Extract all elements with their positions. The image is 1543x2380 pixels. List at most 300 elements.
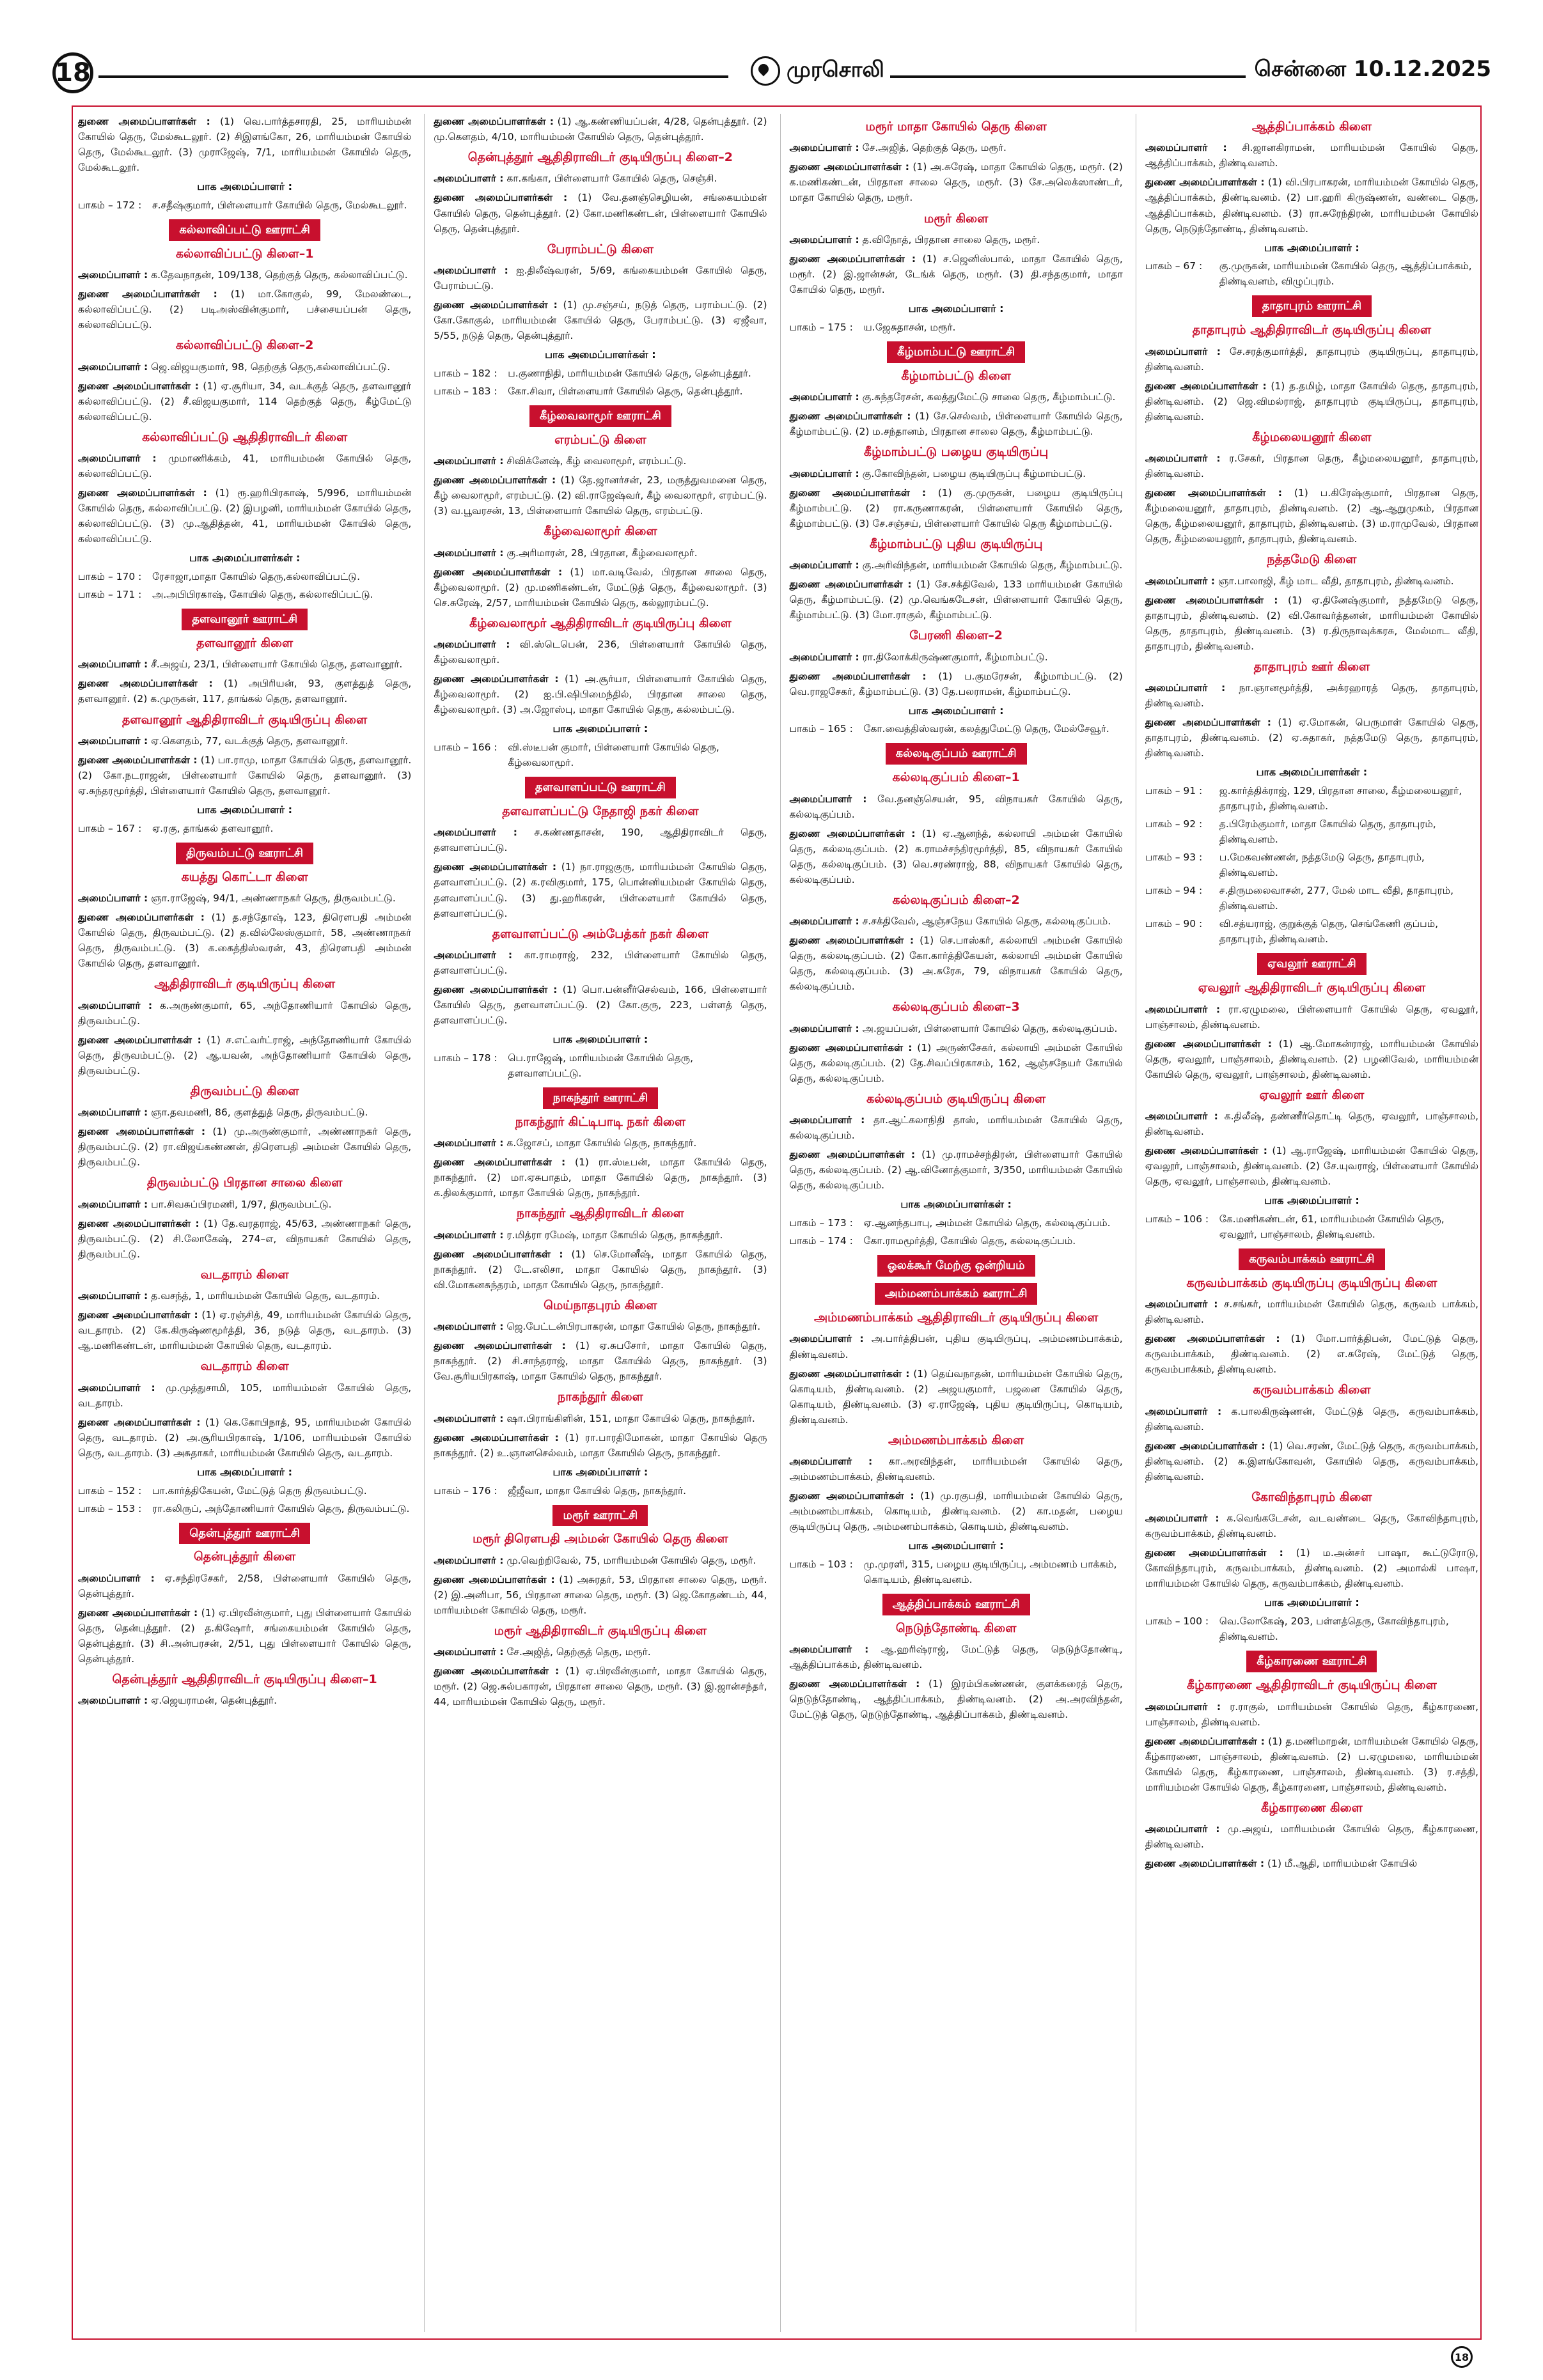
names-addresses: (1) மு.சஞ்சய், நடுத் தெரு, பராம்பட்டு. (2) கோ.கோகுல், மாரியம்மன் கோயில் தெரு, பேராம்பட்டு. (3) ஏஜீவா, 5/55, நடுத் தெரு, தென்புத்தூர். xyxy=(434,299,767,342)
role-label: அமைப்பாளர் : xyxy=(434,827,517,839)
names-addresses: மு.முத்துசாமி, 105, மாரியம்மன் கோயில் தெரு, வடதாரம். xyxy=(78,1381,412,1409)
office-bearer-entry xyxy=(1145,1143,1478,1189)
booth-organiser: அ.அபிபிரகாஷ், கோயில் தெரு, கல்லாவிப்பட்டு. xyxy=(152,589,373,601)
office-bearer-entry xyxy=(78,1307,411,1353)
booth-organiser: ஏ.ரகு, தாங்கல் தளவானூர். xyxy=(152,822,274,834)
role-label: அமைப்பாளர் : xyxy=(78,1695,148,1707)
booth-entry xyxy=(1145,1614,1478,1644)
names-addresses: ரா.திலோக்கிருஷ்ணகுமார், கீழ்மாம்பட்டு. xyxy=(862,651,1048,663)
section-subheading: பாக அமைப்பாளர்கள் : xyxy=(189,552,301,564)
office-bearer-entry xyxy=(790,232,1123,247)
section-subheading: பாக அமைப்பாளர் : xyxy=(908,1539,1004,1552)
names-addresses: (1) ரா.ஸ்டீபன், மாதா கோயில் தெரு, நாகந்தூர். (2) மா.ஏசுபாதம், மாதா கோயில் தெரு, நாகந்தூர். (3) க.திலக்குமார், மாதா கோயில் தெரு, நாகந்தூர். xyxy=(434,1156,767,1199)
names-addresses: (1) மு.அருண்குமார், அண்ணாநகர் தெரு, திருவம்பட்டு. (2) ரா.விஜய்கண்ணன், திரௌபதி அம்மன் கோயில் தெரு, திருவம்பட்டு. xyxy=(78,1126,412,1169)
office-bearer-entry xyxy=(434,982,767,1028)
names-addresses: ர.சேகர், பிரதான தெரு, கீழ்மலையனூர், தாதாபுரம், திண்டிவனம். xyxy=(1145,453,1478,480)
office-bearer-entry xyxy=(790,1642,1123,1672)
role-label: அமைப்பாளர் : xyxy=(434,1554,504,1566)
role-label: துணை அமைப்பாளர்கள் : xyxy=(789,161,909,173)
branch-heading: அம்மணம்பாக்கம் கிளை xyxy=(888,1433,1024,1447)
names-addresses: (1) அபிரியன், 93, குளத்துத் தெரு, தளவானூர். (2) க.முருகன், 117, தாங்கல் தெரு, தளவானூர். xyxy=(78,678,412,705)
column-3 xyxy=(780,114,1123,2332)
names-addresses: (1) ஏ.ரஞ்சித், 49, மாரியம்மன் கோயில் தெரு, வடதாரம். (2) கே.கிருஷ்ணமூர்த்தி, 36, நடுத் தெரு, வடதாரம். (3) ஆ.மணிகண்டன், மாரியம்மன் கோயில் தெரு, வடதாரம். xyxy=(78,1309,412,1352)
office-bearer-entry xyxy=(434,545,767,561)
role-label: அமைப்பாளர் : xyxy=(789,1333,864,1345)
role-label: துணை அமைப்பாளர்கள் : xyxy=(789,1490,914,1502)
role-label: அமைப்பாளர் : xyxy=(434,264,508,276)
section-subheading: பாக அமைப்பாளர் : xyxy=(197,804,293,816)
booth-number: பாகம் – 106 : xyxy=(1145,1213,1209,1225)
office-bearer-entry xyxy=(78,286,411,332)
booth-entry xyxy=(78,198,411,213)
names-addresses: (1) ஆ.ராஜேஷ், மாரியம்மன் கோயில் தெரு, ஏவலூர், பாஞ்சாலம், திண்டிவனம். (2) சே.யுவராஜ், பிள்ளையார் கோயில் தெரு, ஏவலூர், பாஞ்சாலம், திண்டிவனம். xyxy=(1145,1145,1478,1188)
names-addresses: ஏ.சந்திரசேகர், 2/58, பிள்ளையார் கோயில் தெரு, தென்புத்தூர். xyxy=(78,1572,412,1599)
role-label: அமைப்பாளர் : xyxy=(434,455,504,467)
names-addresses: (1) கு.முருகன், பழைய குடியிருப்பு கீழ்மாம்பட்டு. (2) ரா.கருணாகரன், பிள்ளையார் கோயில் தெரு, கீழ்மாம்பட்டு. (3) சே.சஞ்சய், பிள்ளையார் கோயில் தெரு கீழ்மாம்பட்டு. xyxy=(789,486,1123,529)
names-addresses: (1) தெய்வநாதன், மாரியம்மன் கோயில் தெரு, கொடியம், திண்டிவனம். (2) அஜயகுமார், பஜனை கோயில் தெரு, கொடியம், திண்டிவனம். (3) ஏ.ராஜேஷ், புதிய குடியிருப்பு, கொடியம், திண்டிவனம். xyxy=(789,1367,1123,1426)
role-label: அமைப்பாளர் : xyxy=(78,892,148,905)
role-label: துணை அமைப்பாளர்கள் : xyxy=(78,754,198,766)
role-label: துணை அமைப்பாளர்கள் : xyxy=(1145,487,1282,499)
office-bearer-entry xyxy=(1145,715,1478,761)
names-addresses: (1) மா.வடிவேல், பிரதான சாலை தெரு, கீழ்வைலாமூர். (2) மு.மணிகண்டன், மேட்டுத் தெரு, கீழ்வைலாமூர். (3) செ.சுரேஷ், 2/57, மாரியம்மன் கோயில் தெரு, கல்லூரம்பட்டு. xyxy=(434,566,767,609)
branch-heading: தென்புத்தூர் கிளை xyxy=(193,1550,296,1564)
names-addresses: (1) தே.வரதராஜ், 45/63, அண்ணாநகர் தெரு, திருவம்பட்டு. (2) சி.லோகேஷ், 274–எ, விநாயகர் கோயில் தெரு, திருவம்பட்டு. xyxy=(78,1217,412,1260)
names-addresses: நா.ஞானமூர்த்தி, அக்ரஹாரத் தெரு, தாதாபுரம், திண்டிவனம். xyxy=(1145,682,1478,710)
booth-number: பாகம் – 172 : xyxy=(78,199,142,211)
role-label: அமைப்பாளர் : xyxy=(78,269,148,281)
role-label: துணை அமைப்பாளர்கள் : xyxy=(78,1416,201,1428)
role-label: அமைப்பாளர் : xyxy=(789,915,859,928)
booth-entry xyxy=(790,320,1123,335)
booth-organiser: பெ.ராஜேஷ், மாரியம்மன் கோயில் தெரு, தளவாளப்பட்டு. xyxy=(508,1052,694,1079)
branch-heading: கல்லடிகுப்பம் கிளை–1 xyxy=(892,770,1020,785)
names-addresses: (1) ப.கிரேஷ்குமார், பிரதான தெரு, கீழ்மலையனூர், தாதாபுரம், திண்டிவனம். (2) ஆ.ஆறுமுகம், பிரதான தெரு, கீழ்மலையனூர், தாதாபுரம், திண்டிவனம். (3) ம.ராமுவேல், பிரதான தெரு, கீழ்மலையனூர், தாதாபுரம், திண்டிவனம். xyxy=(1145,487,1478,545)
office-bearer-entry xyxy=(434,564,767,611)
names-addresses: (1) ரூ.ஹரிபிரகாஷ், 5/996, மாரியம்மன் கோயில் தெரு, கல்லாவிப்பட்டு. (2) இபழனி, மாரியம்மன் கோயில் தெரு, கல்லாவிப்பட்டு. (3) மு.ஆதித்தன், 41, மாரியம்மன் கோயில் தெரு, கல்லாவிப்பட்டு. xyxy=(78,487,412,545)
role-label: துணை அமைப்பாளர்கள் : xyxy=(434,566,563,578)
page-number-badge: 18 xyxy=(52,52,93,93)
panchayat-banner: தளவாளப்பட்டு ஊராட்சி xyxy=(525,777,676,798)
branch-heading: வடதாரம் கிளை xyxy=(200,1267,289,1282)
role-label: துணை அமைப்பாளர்கள் : xyxy=(1145,176,1265,189)
names-addresses: (1) மு.ராமச்சந்திரன், பிள்ளையார் கோயில் தெரு, கல்லடிகுப்பம். (2) ஆ.வினோத்குமார், 3/350, மாரியம்மன் கோயில் தெரு, கல்லடிகுப்பம். xyxy=(789,1149,1123,1192)
role-label: துணை அமைப்பாளர்கள் : xyxy=(434,1665,560,1677)
role-label: துணை அமைப்பாளர்கள் : xyxy=(434,299,558,311)
role-label: அமைப்பாளர் : xyxy=(78,658,148,671)
office-bearer-entry xyxy=(434,947,767,978)
role-label: அமைப்பாளர் : xyxy=(434,1321,504,1333)
office-bearer-entry xyxy=(434,671,767,717)
names-addresses: (1) அ.சூர்யா, பிள்ளையார் கோயில் தெரு, கீழ்வைலாமூர். (2) ஐ.பி.ஷிபிமைந்தில், பிரதான சாலை தெரு, கீழ்வைலாமூர். (3) அ.ஜோஸ்பு, மாதா கோயில் தெரு, கல்லம்பட்டு. xyxy=(434,673,767,716)
role-label: அமைப்பாளர் : xyxy=(434,639,510,651)
names-addresses: (1) சே.செல்வம், பிள்ளையார் கோயில் தெரு, கீழ்மாம்பட்டு. (2) ம.சந்தானம், பிரதான சாலை தெரு, கீழ்மாம்பட்டு. xyxy=(789,410,1123,438)
booth-number: பாகம் – 93 : xyxy=(1145,852,1203,864)
booth-number: பாகம் – 92 : xyxy=(1145,818,1203,830)
names-addresses: ர.ராகுல், மாரியம்மன் கோயில் தெரு, கீழ்காரணை, பாஞ்சாலம், திண்டிவனம். xyxy=(1145,1700,1478,1728)
booth-organiser: ப.குணாநிதி, மாரியம்மன் கோயில் தெரு, தென்புத்தூர். xyxy=(508,367,751,379)
role-label: அமைப்பாளர் : xyxy=(789,1644,869,1656)
names-addresses: கா.அரவிந்தன், மாரியம்மன் கோயில் தெரு, அம்மணம்பாக்கம், திண்டிவனம். xyxy=(789,1456,1123,1483)
branch-heading: தளவானூர் கிளை xyxy=(196,636,294,651)
role-label: துணை அமைப்பாளர்கள் : xyxy=(78,487,207,499)
masthead-rule-left xyxy=(98,75,728,78)
office-bearer-entry xyxy=(434,1135,767,1151)
booth-number: பாகம் – 100 : xyxy=(1145,1615,1209,1628)
branch-heading: கோவிந்தாபுரம் கிளை xyxy=(1251,1489,1372,1504)
names-addresses: (1) கெ.கோபிநாத், 95, மாரியம்மன் கோயில் தெரு, வடதாரம். (2) அ.சூரியபிரகாஷ், 1/106, மாரியம்மன் கோயில் தெரு, வடதாரம். (3) அசுதாகர், மாரியம்மன் கோயில் தெரு, வடதாரம். xyxy=(78,1416,412,1459)
office-bearer-entry xyxy=(790,791,1123,822)
role-label: துணை அமைப்பாளர்கள் : xyxy=(1145,1547,1283,1559)
booth-organiser: ரா.கலிருப், அந்தோணியார் கோயில் தெரு, திருவம்பட்டு. xyxy=(152,1502,410,1514)
role-label: துணை அமைப்பாளர்கள் : xyxy=(78,912,205,924)
office-bearer-entry xyxy=(790,159,1123,205)
names-addresses: (1) மு.ரகுபதி, மாரியம்மன் கோயில் தெரு, அம்மணம்பாக்கம், கொடியம், திண்டிவனம். (2) கா.மதன், பழைய குடியிருப்பு தெரு, அம்மணம்பாக்கம், கொடியம், திண்டிவனம். xyxy=(789,1490,1123,1533)
panchayat-banner: கல்லடிகுப்பம் ஊராட்சி xyxy=(886,743,1027,765)
names-addresses: (1) தே.ஜானர்சன், 23, மருத்துவமனை தெரு, கீழ் வைலாமூர், எரம்பட்டு. (2) வி.ராஜேஷ்வர், கீழ் வைலாமூர், எரம்பட்டு. (3) வ.பூவரசன், 13, பிள்ளையார் கோயில் தெரு, எரம்பட்டு. xyxy=(434,474,767,517)
office-bearer-entry xyxy=(790,408,1123,439)
branch-heading: தளவானூர் ஆதிதிராவிடர் குடியிருப்பு கிளை xyxy=(122,712,368,727)
booth-entry xyxy=(78,587,411,602)
booth-number: பாகம் – 176 : xyxy=(434,1484,497,1497)
names-addresses: (1) த.சந்தோஷ், 123, திரௌபதி அம்மன் கோயில் தெரு, திருவம்பட்டு. (2) த.வில்லேஸ்குமார், 58, அண்ணாநகர் தெரு, திருவம்பட்டு. (3) க.கைத்திஸ்வரன், 43, திரௌபதி அம்மன் கோயில் தெரு, தளவானூர். xyxy=(78,912,412,970)
booth-number: பாகம் – 170 : xyxy=(78,571,142,583)
branch-heading: நாகந்தூர் கிளை xyxy=(558,1390,643,1404)
names-addresses: கு.அரிமாரன், 28, பிரதான, கீழ்வைலாமூர். xyxy=(506,547,698,559)
booth-entry xyxy=(78,1483,411,1498)
names-addresses: (1) ரா.பாரதிமோகன், மாதா கோயில் தெரு நாகந்தூர். (2) உ.ஞானசெல்வம், மாதா கோயில் தெரு, நாகந்தூர். xyxy=(434,1431,767,1459)
names-addresses: (1) ஏ.சுபசோர், மாதா கோயில் தெரு, நாகந்தூர். (2) சி.சாந்தராஜ், மாதா கோயில் தெரு, நாகந்தூர். (3) வே.சூரியபிரகாஷ், மாதா கோயில் தெரு, நாகந்தூர். xyxy=(434,1340,767,1383)
panchayat-banner: மரூர் ஊராட்சி xyxy=(552,1505,648,1527)
booth-number: பாகம் – 153 : xyxy=(78,1502,142,1514)
booth-organiser: மு.முரளி, 315, பழைய குடியிருப்பு, அம்மணம் பாக்கம், கொடியம், திண்டிவனம். xyxy=(863,1558,1117,1585)
role-label: அமைப்பாளர் : xyxy=(434,949,513,961)
office-bearer-entry xyxy=(78,485,411,547)
role-label: அமைப்பாளர் : xyxy=(434,1137,504,1149)
branch-heading: கயத்து கொட்டா கிளை xyxy=(181,869,308,884)
booth-number: பாகம் – 166 : xyxy=(434,742,497,754)
panchayat-banner: கருவம்பாக்கம் ஊராட்சி xyxy=(1239,1248,1384,1270)
role-label: அமைப்பாளர் : xyxy=(1145,1513,1219,1525)
role-label: துணை அமைப்பாளர்கள் : xyxy=(1145,717,1271,729)
names-addresses: ஜெ.விஜயகுமார், 98, தெற்குத் தெரு,கல்லாவிப்பட்டு. xyxy=(151,361,391,373)
names-addresses: கா.ராமராஜ், 232, பிள்ளையார் கோயில் தெரு, தளவாளப்பட்டு. xyxy=(434,949,767,976)
role-label: துணை அமைப்பாளர்கள் : xyxy=(434,1573,555,1585)
role-label: துணை அமைப்பாளர்கள் : xyxy=(789,935,914,947)
office-bearer-entry xyxy=(1145,1331,1478,1377)
names-addresses: (1) ஆ.கண்ணியப்பன், 4/28, தென்புத்தூர். (2) மு.கௌதம், 4/10, மாரியம்மன் கோயில் தெரு, தென்புத்தூர். xyxy=(434,116,767,143)
office-bearer-entry xyxy=(434,1663,767,1709)
office-bearer-entry xyxy=(434,171,767,186)
booth-organiser: கோ.வைத்திஸ்வரன், கலத்துமேட்டு தெரு, மேல்சேவூர். xyxy=(863,723,1109,735)
names-addresses: (1) பொ.பன்னீர்செல்வம், 166, பிள்ளையார் கோயில் தெரு, தளவாளப்பட்டு. (2) கோ.குரு, 223, பள்ளத் தெரு, தளவாளப்பட்டு. xyxy=(434,984,767,1027)
masthead xyxy=(52,52,1491,97)
names-addresses: அ.பார்த்திபன், புதிய குடியிருப்பு, அம்மணம்பாக்கம், திண்டிவனம். xyxy=(789,1333,1123,1360)
office-bearer-entry xyxy=(790,1366,1123,1427)
role-label: அமைப்பாளர் : xyxy=(1145,1003,1221,1015)
names-addresses: ஞா.பாலாஜி, கீழ் மாட வீதி, தாதாபுரம், திண்டிவனம். xyxy=(1218,575,1454,587)
office-bearer-entry xyxy=(1145,451,1478,481)
names-addresses: ஏ.ஜெயராமன், தென்புத்தூர். xyxy=(151,1695,278,1707)
section-subheading: பாக அமைப்பாளர் : xyxy=(552,722,648,735)
branch-heading: தாதாபுரம் ஊர் கிளை xyxy=(1253,659,1370,674)
office-bearer-entry xyxy=(434,1411,767,1426)
office-bearer-entry xyxy=(1145,1296,1478,1327)
names-addresses: ச.கண்ணதாசன், 190, ஆதிதிராவிடர் தெரு, தளவாளப்பட்டு. xyxy=(434,827,767,854)
role-label: அமைப்பாளர் : xyxy=(434,547,504,559)
names-addresses: (1) சே.சக்திவேல், 133 மாரியம்மன் கோயில் தெரு, கீழ்மாம்பட்டு. (2) மு.வெங்கடேசன், பிள்ளையார் கோயில் தெரு, கீழ்மாம்பட்டு. (3) மோ.ராகுல், கீழ்மாம்பட்டு. xyxy=(789,579,1123,621)
office-bearer-entry xyxy=(790,1488,1123,1534)
office-bearer-entry xyxy=(78,998,411,1029)
role-label: அமைப்பாளர் : xyxy=(789,142,859,154)
role-label: அமைப்பாளர் : xyxy=(78,735,148,747)
panchayat-banner: தென்புத்தூர் ஊராட்சி xyxy=(179,1523,310,1544)
office-bearer-entry xyxy=(78,267,411,283)
branch-heading: நாகந்தூர் கிட்டிபாடி நகர் கிளை xyxy=(515,1114,685,1129)
office-bearer-entry xyxy=(790,1021,1123,1036)
role-label: அமைப்பாளர் : xyxy=(78,999,153,1011)
role-label: அமைப்பாளர் : xyxy=(1145,575,1215,587)
branch-heading: கீழ்மலையனூர் கிளை xyxy=(1252,430,1372,444)
branch-heading: மெய்நாதபுரம் கிளை xyxy=(544,1298,657,1312)
names-addresses: மு.வெற்றிவேல், 75, மாரியம்மன் கோயில் தெரு, மரூர். xyxy=(506,1554,756,1566)
panchayat-banner: ஏவலூர் ஊராட்சி xyxy=(1257,953,1367,975)
branch-heading: தளவாளப்பட்டு அம்பேத்கர் நகர் கிளை xyxy=(492,926,709,941)
role-label: துணை அமைப்பாளர்கள் : xyxy=(78,1217,200,1229)
office-bearer-entry xyxy=(78,676,411,706)
role-label: அமைப்பாளர் : xyxy=(78,1381,155,1394)
office-bearer-entry xyxy=(1145,1734,1478,1795)
office-bearer-entry xyxy=(790,140,1123,155)
office-bearer-entry xyxy=(1145,140,1478,171)
office-bearer-entry xyxy=(1145,593,1478,654)
names-addresses: (1) த.தமிழ், மாதா கோயில் தெரு, தாதாபுரம், திண்டிவனம். (2) ஜெ.விமல்ராஜ், தாதாபுரம் குடியிருப்பு, தாதாபுரம், திண்டிவனம். xyxy=(1145,380,1478,423)
role-label: துணை அமைப்பாளர்கள் : xyxy=(789,486,927,499)
office-bearer-entry xyxy=(78,657,411,672)
role-label: துணை அமைப்பாளர்கள் : xyxy=(434,861,557,873)
role-label: அமைப்பாளர் : xyxy=(434,173,504,185)
role-label: துணை அமைப்பாளர்கள் : xyxy=(1145,1333,1280,1345)
panchayat-banner: அம்மணம்பாக்கம் ஊராட்சி xyxy=(875,1283,1038,1305)
panchayat-banner: தாதாபுரம் ஊராட்சி xyxy=(1252,295,1372,317)
panchayat-banner: நாகந்தூர் ஊராட்சி xyxy=(543,1087,658,1109)
role-label: அமைப்பாளர் : xyxy=(1145,1700,1221,1713)
office-bearer-entry xyxy=(434,453,767,469)
branch-heading: ஏவலூர் ஊர் கிளை xyxy=(1259,1087,1365,1102)
names-addresses: (1) ச.ஜெனிஸ்பால், மாதா கோயில் தெரு, மரூர். (2) இ.ஜான்சன், டேங்க் தெரு, மரூர். (3) தி.சந்தகுமார், மாதா கோயில் தெரு, மரூர். xyxy=(789,253,1123,295)
names-addresses: (1) ஏ.மோகன், பெருமாள் கோயில் தெரு, தாதாபுரம், திண்டிவனம். (2) ஏ.சுதாகர், நத்தமேடு தெரு, தாதாபுரம், திண்டிவனம். xyxy=(1145,717,1478,759)
office-bearer-entry xyxy=(78,752,411,798)
branch-heading: மரூர் மாதா கோயில் தெரு கிளை xyxy=(865,120,1047,134)
panchayat-banner: கல்லாவிப்பட்டு ஊராட்சி xyxy=(169,219,320,241)
office-bearer-entry xyxy=(78,359,411,375)
names-addresses: கு.அரிவிந்தன், மாரியம்மன் கோயில் தெரு, கீழ்மாம்பட்டு. xyxy=(862,559,1123,572)
role-label: அமைப்பாளர் : xyxy=(1145,1405,1222,1417)
names-addresses: (1) வெ.பார்த்தசாரதி, 25, மாரியம்மன் கோயில் தெரு, மேல்கூடலூர். (2) சிஇளங்கோ, 26, மாரியம்மன் கோயில் தெரு, மேல்கூடலூர். (3) முராஜேஷ், 7/1, மாரியம்மன் கோயில் தெரு, மேல்கூடலூர். xyxy=(78,116,412,174)
names-addresses: (1) ஆ.மோகன்ராஜ், மாரியம்மன் கோயில் தெரு, ஏவலூர், பாஞ்சாலம், திண்டிவனம். (2) பழனிவேல், மாரியம்மன் கோயில் தெரு, ஏவலூர், பாஞ்சாலம், திண்டிவனம். xyxy=(1145,1038,1478,1080)
office-bearer-entry xyxy=(790,1454,1123,1484)
office-bearer-entry xyxy=(78,1288,411,1303)
names-addresses: த.வசந்த், 1, மாரியம்மன் கோயில் தெரு, வடதாரம். xyxy=(151,1290,380,1302)
names-addresses: க.பாலகிருஷ்ணன், மேட்டுத் தெரு, கருவம்பாக்கம், திண்டிவனம். xyxy=(1145,1405,1478,1433)
office-bearer-entry xyxy=(790,649,1123,665)
role-label: துணை அமைப்பாளர்கள் : xyxy=(789,253,916,265)
section-subheading: பாக அமைப்பாளர் : xyxy=(197,1465,293,1478)
office-bearer-entry xyxy=(1145,1404,1478,1435)
panchayat-banner: ஓலக்கூர் மேற்கு ஒன்றியம் xyxy=(877,1255,1035,1277)
branch-heading: கீழ்வைலாமூர் கிளை xyxy=(544,524,657,539)
office-bearer-entry xyxy=(78,1571,411,1601)
role-label: அமைப்பாளர் : xyxy=(434,1229,504,1241)
branch-heading: கீழ்மாம்பட்டு புதிய குடியிருப்பு xyxy=(869,536,1043,551)
branch-heading: கீழ்வைலாமூர் ஆதிதிராவிடர் குடியிருப்பு கிளை xyxy=(469,616,732,630)
booth-number: பாகம் – 174 : xyxy=(789,1235,853,1247)
role-label: அமைப்பாளர் : xyxy=(1145,682,1226,694)
role-label: துணை அமைப்பாளர்கள் : xyxy=(789,827,916,839)
role-label: துணை அமைப்பாளர்கள் : xyxy=(434,192,568,204)
booth-entry xyxy=(78,1501,411,1516)
column-4 xyxy=(1136,114,1478,2332)
office-bearer-entry xyxy=(78,1693,411,1708)
role-label: அமைப்பாளர் : xyxy=(1145,142,1227,154)
names-addresses: (1) ப.குமரேசன், கீழ்மாம்பட்டு. (2) வெ.ராஜசேகர், கீழ்மாம்பட்டு. (3) தே.பலராமன், கீழ்மாம்பட்டு. xyxy=(789,670,1123,697)
names-addresses: (1) செ.மோனீஷ், மாதா கோயில் தெரு, நாகந்தூர். (2) டே.எலிசா, மாதா கோயில் தெரு, நாகந்தூர். (3) வி.மோகனசுந்தரம், மாதா கோயில் தெரு, நாகந்தூர். xyxy=(434,1248,767,1291)
role-label: துணை அமைப்பாளர்கள் : xyxy=(434,1248,563,1260)
booth-entry xyxy=(790,1557,1123,1587)
footer-page-number: 18 xyxy=(1451,2346,1473,2368)
booth-organiser: வி.ஸ்டீபன் குமார், பிள்ளையார் கோயில் தெரு, கீழ்வைலாமூர். xyxy=(508,742,719,769)
role-label: துணை அமைப்பாளர்கள் : xyxy=(434,116,554,127)
role-label: துணை அமைப்பாளர்கள் : xyxy=(78,1034,201,1046)
booth-number: பாகம் – 183 : xyxy=(434,385,497,397)
branch-heading: திருவம்பட்டு பிரதான சாலை கிளை xyxy=(146,1176,343,1190)
names-addresses: ஐ.திலீஷ்வரன், 5/69, கங்கையம்மன் கோயில் தெரு, பேராம்பட்டு. xyxy=(434,264,767,292)
names-addresses: (1) நா.ராஜகுரு, மாரியம்மன் கோயில் தெரு, தளவாளப்பட்டு. (2) க.ரவிகுமார், 175, பொன்னியம்மன் கோயில் தெரு, தளவாளப்பட்டு. (3) து.ஹரிகரன், பிள்ளையார் கோயில் தெரு, தளவாளப்பட்டு. xyxy=(434,861,767,919)
role-label: துணை அமைப்பாளர்கள் : xyxy=(789,1041,912,1054)
role-label: துணை அமைப்பாளர்கள் : xyxy=(1145,1145,1268,1157)
role-label: துணை அமைப்பாளர்கள் : xyxy=(78,1606,198,1619)
dateline: சென்னை 10.12.2025 xyxy=(1246,56,1491,84)
office-bearer-entry xyxy=(1145,344,1478,375)
names-addresses: ஞா.ராஜேஷ், 94/1, அண்ணாநகர் தெரு, திருவம்பட்டு. xyxy=(151,892,396,905)
office-bearer-entry xyxy=(1145,1438,1478,1484)
office-bearer-entry xyxy=(434,637,767,667)
office-bearer-entry xyxy=(434,1338,767,1384)
booth-number: பாகம் – 182 : xyxy=(434,367,497,379)
office-bearer-entry xyxy=(434,472,767,518)
names-addresses: ஞா.தவமணி, 86, குளத்துத் தெரு, திருவம்பட்டு. xyxy=(151,1107,368,1119)
booth-entry xyxy=(790,1233,1123,1248)
branch-heading: கல்லாவிப்பட்டு ஆதிதிராவிடர் கிளை xyxy=(142,430,348,444)
office-bearer-entry xyxy=(434,1247,767,1293)
booth-organiser: வெ.லோகேஷ், 203, பள்ளத்தெரு, கோவிந்தாபுரம், திண்டிவனம். xyxy=(1219,1615,1449,1643)
role-label: துணை அமைப்பாளர்கள் : xyxy=(789,1149,916,1161)
role-label: துணை அமைப்பாளர்கள் : xyxy=(434,474,556,486)
booth-organiser: ஜீஜீவா, மாதா கோயில் தெரு, நாகந்தூர். xyxy=(508,1484,687,1497)
office-bearer-entry xyxy=(1145,1002,1478,1032)
role-label: துணை அமைப்பாளர்கள் : xyxy=(78,1309,198,1321)
role-label: துணை அமைப்பாளர்கள் : xyxy=(434,984,558,995)
names-addresses: (1) த.மணிமாறன், மாரியம்மன் கோயில் தெரு, கீழ்காரணை, பாஞ்சாலம், திண்டிவனம். (2) ப.ஏழுமலை, மாரியம்மன் கோயில் தெரு, கீழ்காரணை, பாஞ்சாலம், திண்டிவனம். (3) ர.சத்தி, மாரியம்மன் கோயில் தெரு, கீழ்காரணை, பாஞ்சாலம், திண்டிவனம். xyxy=(1145,1735,1478,1793)
names-addresses: வே.தனஞ்செயன், 95, விநாயகர் கோயில் தெரு, கல்லடிகுப்பம். xyxy=(789,793,1123,820)
booth-number: பாகம் – 167 : xyxy=(78,822,142,834)
role-label: துணை அமைப்பாளர்கள் : xyxy=(1145,1440,1265,1452)
branch-heading: திருவம்பட்டு கிளை xyxy=(190,1084,299,1098)
names-addresses: ஷா.பிராங்கிளின், 151, மாதா கோயில் தெரு, நாகந்தூர். xyxy=(506,1412,755,1424)
office-bearer-entry xyxy=(790,557,1123,573)
office-bearer-entry xyxy=(1145,485,1478,547)
office-bearer-entry xyxy=(790,485,1123,531)
branch-heading: அம்மணம்பாக்கம் ஆதிதிராவிடர் குடியிருப்பு கிளை xyxy=(814,1311,1099,1325)
booth-entry xyxy=(1145,1211,1478,1242)
office-bearer-entry xyxy=(790,466,1123,481)
office-bearer-entry xyxy=(78,733,411,749)
role-label: துணை அமைப்பாளர்கள் : xyxy=(434,1431,559,1443)
office-bearer-entry xyxy=(790,826,1123,887)
names-addresses: (1) மீ.ஆதி, மாரியம்மன் கோயில் xyxy=(1267,1858,1418,1870)
names-addresses: (1) ம.அன்சர் பாஷா, கூட்டுரோடு, கோவிந்தாபுரம், கருவம்பாக்கம், திண்டிவனம். (2) அமால்கி பாஷா, மாரியம்மன் கோயில் தெரு, கருவம்பாக்கம், திண்டிவனம். xyxy=(1145,1547,1478,1590)
booth-entry xyxy=(434,740,767,770)
role-label: அமைப்பாளர் : xyxy=(789,1114,865,1126)
names-addresses: கு.கோவிந்தன், பழைய குடியிருப்பு கீழ்மாம்பட்டு. xyxy=(862,467,1086,479)
office-bearer-entry xyxy=(78,1124,411,1170)
office-bearer-entry xyxy=(434,190,767,236)
section-subheading: பாக அமைப்பாளர்கள் : xyxy=(1256,766,1368,779)
role-label: அமைப்பாளர் : xyxy=(434,1646,504,1658)
role-label: துணை அமைப்பாளர்கள் : xyxy=(78,678,213,690)
office-bearer-entry xyxy=(78,1605,411,1667)
branch-heading: கீழ்மாம்பட்டு கிளை xyxy=(901,368,1011,383)
office-bearer-entry xyxy=(78,1380,411,1411)
role-label: துணை அமைப்பாளர்கள் : xyxy=(1145,1858,1265,1870)
branch-heading: பேரணி கிளை–2 xyxy=(909,628,1003,643)
names-addresses: த.விநோத், பிரதான சாலை தெரு, மரூர். xyxy=(862,233,1040,245)
booth-entry xyxy=(1145,258,1478,289)
names-addresses: (1) அசுரதர், 53, பிரதான சாலை தெரு, மரூர். (2) இ.அனிபா, 56, பிரதான சாலை தெரு, மரூர். (3) ஜெ.கோதண்டம், 44, மாரியம்மன் கோயில் தெரு, மரூர். xyxy=(434,1573,767,1616)
names-addresses: (1) ஏ.பிரவீன்குமார், மாதா கோயில் தெரு, மரூர். (2) ஜெ.சுல்பகாரன், பிரதான சாலை தெரு, மரூர். (3) இ.ஜான்சந்தர், 44, மாரியம்மன் கோயில் தெரு, மரூர். xyxy=(434,1665,767,1708)
names-addresses: க.திலீஷ், தண்ணீர்தொட்டி தெரு, ஏவலூர், பாஞ்சாலம், திண்டிவனம். xyxy=(1145,1110,1478,1138)
booth-number: பாகம் – 178 : xyxy=(434,1052,497,1064)
branch-heading: ஏவலூர் ஆதிதிராவிடர் குடியிருப்பு கிளை xyxy=(1198,981,1426,995)
office-bearer-entry xyxy=(434,1553,767,1568)
office-bearer-entry xyxy=(78,1415,411,1461)
booth-organiser: ரேசாஜா,மாதா கோயில் தெரு,கல்லாவிப்பட்டு. xyxy=(152,571,361,583)
names-addresses: ச.சங்கர், மாரியம்மன் கோயில் தெரு, கருவம் பாக்கம், திண்டிவனம். xyxy=(1145,1298,1478,1326)
branch-heading: தென்புத்தூர் ஆதிதிராவிடர் குடியிருப்பு கிளை–1 xyxy=(112,1672,377,1686)
role-label: அமைப்பாளர் : xyxy=(78,1290,148,1302)
booth-organiser: கோ.ராமமூர்த்தி, கோயில் தெரு, கல்லடிகுப்பம். xyxy=(863,1235,1076,1247)
role-label: துணை அமைப்பாளர்கள் : xyxy=(1145,1038,1272,1050)
section-subheading: பாக அமைப்பாளர் : xyxy=(552,1465,648,1478)
office-bearer-entry xyxy=(1145,680,1478,711)
section-subheading: பாக அமைப்பாளர் : xyxy=(908,302,1004,315)
booth-organiser: ச.சதீஷ்குமார், பிள்ளையார் கோயில் தெரு, மேல்கூடலூர். xyxy=(152,199,407,211)
article-columns xyxy=(78,114,1478,2332)
role-label: துணை அமைப்பாளர்கள் : xyxy=(78,116,210,127)
role-label: அமைப்பாளர் : xyxy=(789,1022,859,1034)
booth-entry xyxy=(78,569,411,584)
booth-organiser: த.பிரேம்குமார், மாதா கோயில் தெரு, தாதாபுரம், திண்டிவனம். xyxy=(1219,818,1436,846)
office-bearer-entry xyxy=(434,1644,767,1660)
names-addresses: (1) அருண்சேகர், கல்லாயி அம்மன் கோயில் தெரு, கல்லடிகுப்பம். (2) தே.சிவப்பிரகாசம், 162, ஆஞ்சநேயர் கோயில் தெரு, கல்லடிகுப்பம். xyxy=(789,1041,1123,1084)
names-addresses: க.வெங்கடேசன், வடவண்டை தெரு, கோவிந்தாபுரம், கருவம்பாக்கம், திண்டிவனம். xyxy=(1145,1513,1478,1540)
branch-heading: நாகந்தூர் ஆதிதிராவிடர் கிளை xyxy=(516,1206,684,1221)
booth-number: பாகம் – 165 : xyxy=(789,723,853,735)
booth-organiser: ச.திருமலைவாசன், 277, மேல் மாட வீதி, தாதாபுரம், திண்டிவனம். xyxy=(1219,885,1453,912)
sun-logo-icon xyxy=(751,56,780,86)
office-bearer-entry xyxy=(1145,1036,1478,1082)
booth-organiser: கோ.சிவா, பிள்ளையார் கோயில் தெரு, தென்புத்தூர். xyxy=(508,385,743,397)
